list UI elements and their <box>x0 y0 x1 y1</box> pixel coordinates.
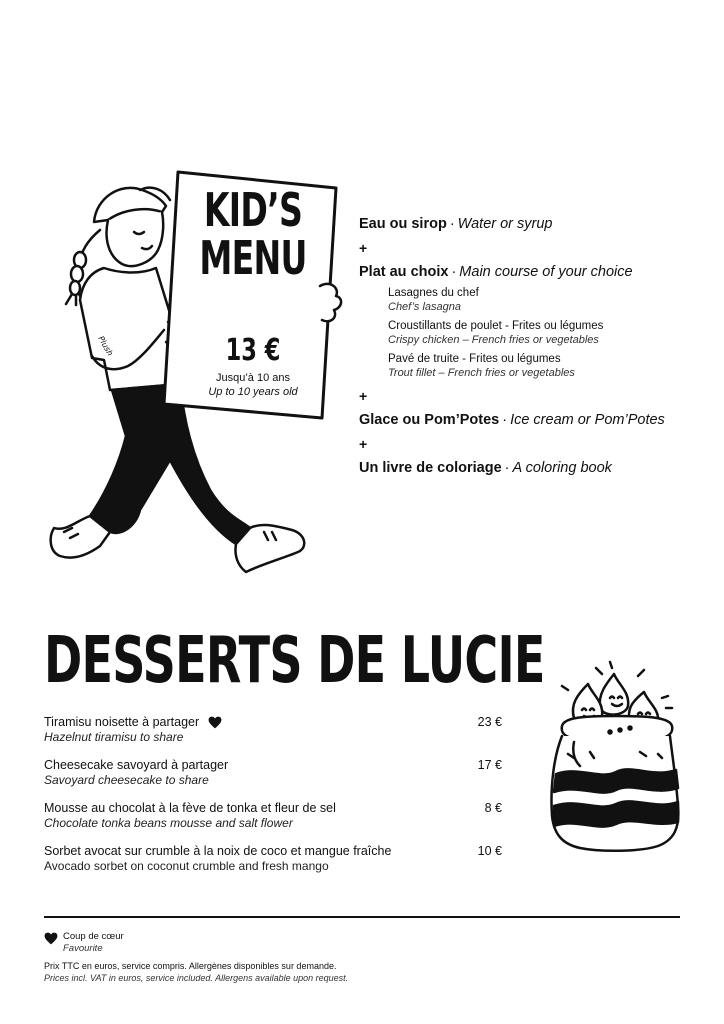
footnote-fr: Prix TTC en euros, service compris. Allergènes disponibles sur demande. <box>44 961 337 971</box>
plus-sign: + <box>359 240 368 256</box>
dessert-name <box>44 801 502 816</box>
kids-gift-fr: Un livre de coloriage <box>359 460 502 476</box>
footer-divider <box>44 916 680 918</box>
separator: · <box>449 216 455 232</box>
favourite-legend <box>44 931 124 955</box>
separator: · <box>504 460 510 476</box>
kids-main-fr: Plat au choix <box>359 264 449 280</box>
sign-price: 13 € <box>225 333 281 368</box>
main-option <box>388 286 709 314</box>
main-option-fr: Lasagnes du chef <box>388 287 479 299</box>
dessert-item <box>44 715 502 758</box>
dessert-item <box>44 801 502 844</box>
dessert-name-en: Chocolate tonka beans mousse and salt flower <box>44 816 293 830</box>
main-option <box>388 352 709 380</box>
dessert-jar-illustration <box>540 656 690 856</box>
dessert-item <box>44 758 502 801</box>
legend-label-fr: Coup de cœur <box>63 931 124 942</box>
kids-gift-en: A coloring book <box>512 460 612 476</box>
main-option-en: Trout fillet – French fries or vegetables <box>388 367 575 379</box>
dessert-name-fr: Tiramisu noisette à partager <box>44 715 200 729</box>
dessert-name-fr: Sorbet avocat sur crumble à la noix de coco et mangue fraîche <box>44 844 392 858</box>
sign-age-fr: Jusqu’à 10 ans <box>216 372 290 384</box>
kids-main-en: Main course of your choice <box>459 264 633 280</box>
plus-sign: + <box>359 388 368 404</box>
dessert-name-en: Savoyard cheesecake to share <box>44 773 209 787</box>
plus-sign: + <box>359 436 368 452</box>
sign-age-en: Up to 10 years old <box>208 386 298 398</box>
price-footnote <box>44 960 348 984</box>
dessert-name-en: Avocado sorbet on coconut crumble and fresh mango <box>44 859 329 873</box>
dessert-name <box>44 758 502 773</box>
kids-main <box>359 262 709 286</box>
sign-title-line1: KID’S <box>203 183 303 237</box>
kids-dessert-fr: Glace ou Pom’Potes <box>359 412 500 428</box>
dessert-list <box>44 715 502 887</box>
main-option-fr: Croustillants de poulet - Frites ou légumes <box>388 320 604 332</box>
separator: · <box>451 264 457 280</box>
kids-drink-fr: Eau ou sirop <box>359 216 447 232</box>
kids-dessert <box>359 410 709 434</box>
dessert-name-fr: Cheesecake savoyard à partager <box>44 758 229 772</box>
heart-icon <box>44 932 58 945</box>
main-option-en: Chef’s lasagna <box>388 301 461 313</box>
dessert-price: 23 € <box>477 715 502 729</box>
kids-menu-list <box>359 214 709 482</box>
heart-icon <box>208 716 222 729</box>
dessert-name <box>44 715 502 730</box>
shirt-logo: Plush <box>96 334 115 358</box>
sign-age <box>178 371 328 399</box>
sign-title-line2: MENU <box>199 231 307 285</box>
kids-dessert-en: Ice cream or Pom’Potes <box>510 412 665 428</box>
main-course-options <box>359 286 709 380</box>
dessert-name-en: Hazelnut tiramisu to share <box>44 730 184 744</box>
sign-title <box>199 183 307 285</box>
main-option-en: Crispy chicken – French fries or vegetables <box>388 334 599 346</box>
kids-gift <box>359 458 709 482</box>
dessert-price: 10 € <box>477 844 502 858</box>
footnote-en: Prices incl. VAT in euros, service included. Allergens available upon request. <box>44 973 349 983</box>
dessert-price: 8 € <box>484 801 502 815</box>
dessert-name <box>44 844 502 859</box>
dessert-price: 17 € <box>477 758 502 772</box>
legend-label-en: Favourite <box>63 943 103 954</box>
dessert-name-fr: Mousse au chocolat à la fève de tonka et fleur de sel <box>44 801 336 815</box>
dessert-item <box>44 844 502 887</box>
desserts-title: DESSERTS DE LUCIE <box>44 624 545 698</box>
kids-drink-en: Water or syrup <box>457 216 553 232</box>
kids-drink <box>359 214 709 238</box>
main-option <box>388 319 709 347</box>
main-option-fr: Pavé de truite - Frites ou légumes <box>388 353 561 365</box>
separator: · <box>502 412 508 428</box>
